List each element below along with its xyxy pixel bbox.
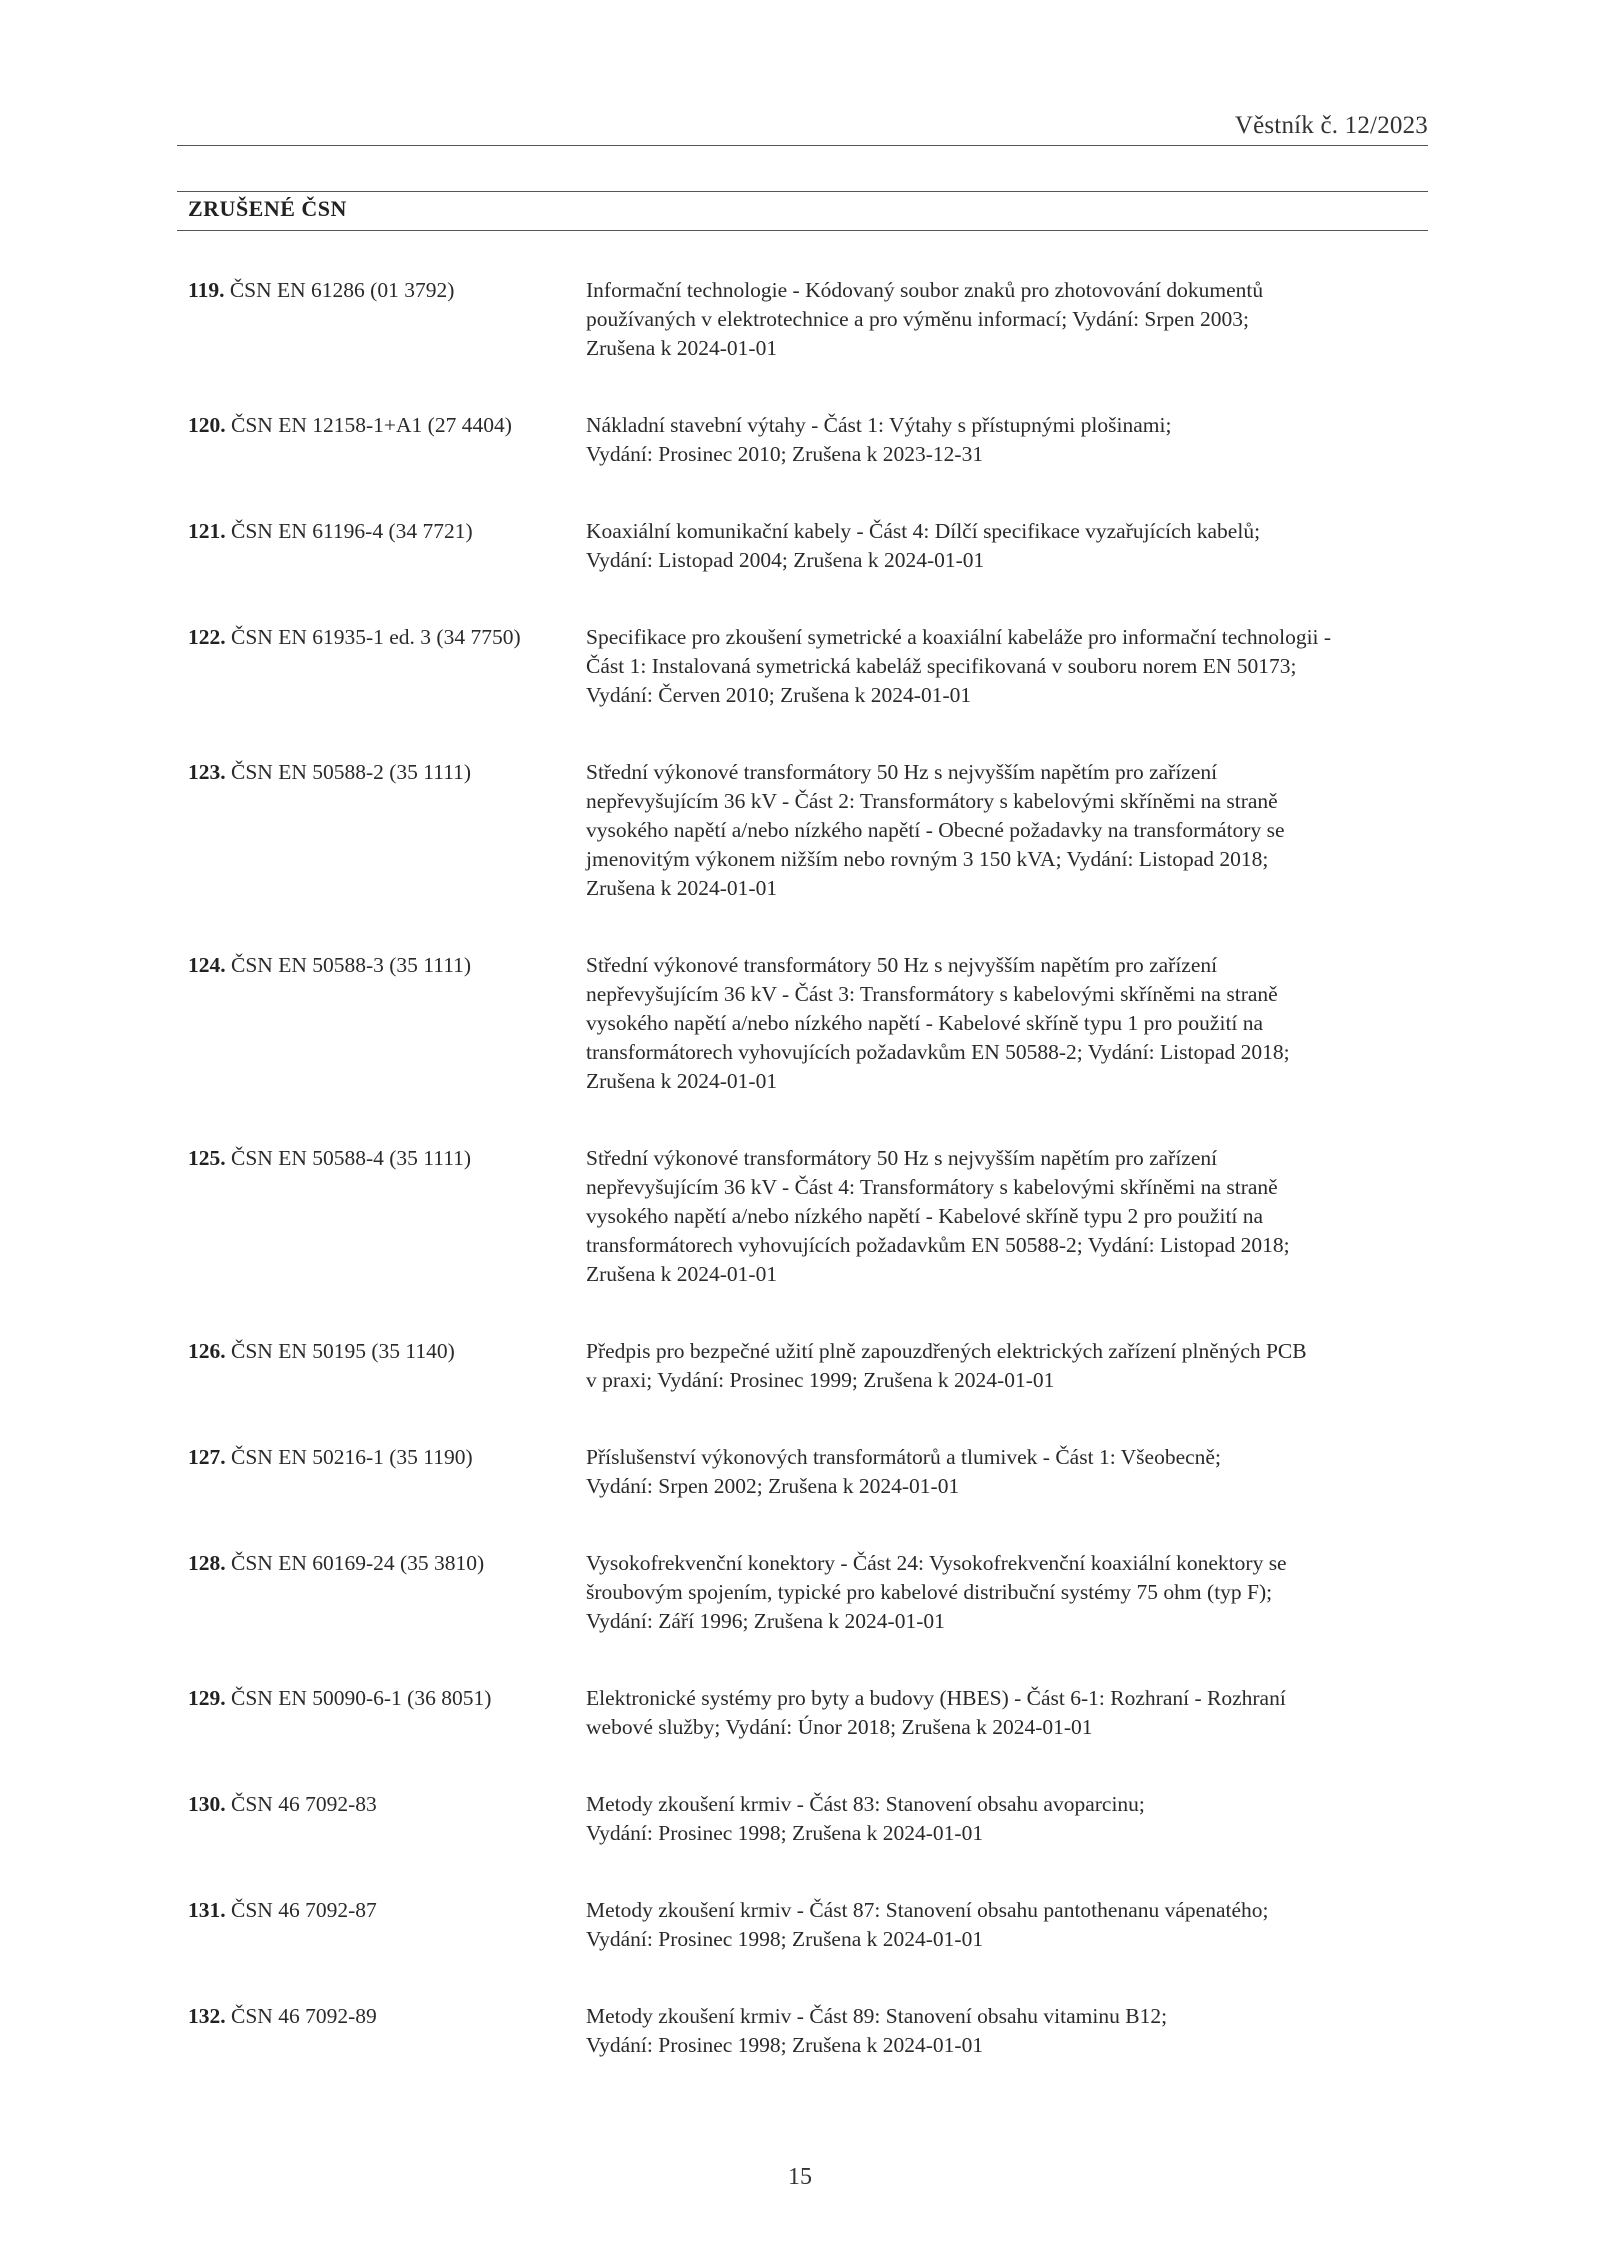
entry-description: Předpis pro bezpečné užití plně zapouzdřených elektrických zařízení plněných PCB v praxi; Vydání: Prosinec 1999; Zrušena k 2024-01-01 <box>586 1339 1307 1392</box>
list-item <box>188 1549 1433 1636</box>
entry-number: 119. <box>188 278 225 302</box>
entry-code: ČSN 46 7092-83 <box>231 1792 377 1816</box>
entry-description: Střední výkonové transformátory 50 Hz s nejvyšším napětím pro zařízení nepřevyšujícím 36 kV - Část 3: Transformátory s kabelovými skříněmi na straně vysokého napětí a/nebo nízkého napětí - Kabelové skříně typu 1 pro použití na transformátorech vyhovujících požadavkům EN 50588-2; Vydání: Listopad 2018; Zrušena k 2024-01-01 <box>586 953 1290 1093</box>
entry-code: ČSN EN 60169-24 (35 3810) <box>231 1551 485 1575</box>
entry-code: ČSN EN 50195 (35 1140) <box>231 1339 455 1363</box>
entry-description: Vysokofrekvenční konektory - Část 24: Vysokofrekvenční koaxiální konektory se šroubovým spojením, typické pro kabelové distribuční systémy 75 ohm (typ F); Vydání: Září 1996; Zrušena k 2024-01-01 <box>586 1551 1287 1633</box>
list-item <box>188 2002 1433 2060</box>
entry-code: ČSN EN 50090-6-1 (36 8051) <box>231 1686 492 1710</box>
list-item <box>188 517 1433 575</box>
entry-code: ČSN EN 12158-1+A1 (27 4404) <box>231 413 512 437</box>
list-item <box>188 1896 1433 1954</box>
list-item <box>188 411 1433 469</box>
section-top-rule <box>177 191 1428 192</box>
entry-number: 124. <box>188 953 226 977</box>
entry-description: Střední výkonové transformátory 50 Hz s nejvyšším napětím pro zařízení nepřevyšujícím 36 kV - Část 2: Transformátory s kabelovými skříněmi na straně vysokého napětí a/nebo nízkého napětí - Obecné požadavky na transformátory se jmenovitým výkonem nižším nebo rovným 3 150 kVA; Vydání: Listopad 2018; Zrušena k 2024-01-01 <box>586 760 1285 900</box>
entry-description: Příslušenství výkonových transformátorů a tlumivek - Část 1: Všeobecně; Vydání: Srpen 2002; Zrušena k 2024-01-01 <box>586 1445 1221 1498</box>
list-item <box>188 1443 1433 1501</box>
entry-description: Metody zkoušení krmiv - Část 83: Stanovení obsahu avoparcinu; Vydání: Prosinec 1998; Zrušena k 2024-01-01 <box>586 1792 1145 1845</box>
entry-description: Koaxiální komunikační kabely - Část 4: Dílčí specifikace vyzařujících kabelů; Vydání: Listopad 2004; Zrušena k 2024-01-01 <box>586 519 1261 572</box>
list-item <box>188 1337 1433 1395</box>
section-bottom-rule <box>177 230 1428 231</box>
entry-description: Nákladní stavební výtahy - Část 1: Výtahy s přístupnými plošinami; Vydání: Prosinec 2010; Zrušena k 2023-12-31 <box>586 413 1172 466</box>
entry-number: 127. <box>188 1445 226 1469</box>
entry-description: Informační technologie - Kódovaný soubor znaků pro zhotovování dokumentů používaných v elektrotechnice a pro výměnu informací; Vydání: Srpen 2003; Zrušena k 2024-01-01 <box>586 278 1264 360</box>
entry-code: ČSN 46 7092-89 <box>231 2004 377 2028</box>
entry-number: 132. <box>188 2004 226 2028</box>
journal-header: Věstník č. 12/2023 <box>1234 112 1428 139</box>
entry-description: Specifikace pro zkoušení symetrické a koaxiální kabeláže pro informační technologii - Část 1: Instalovaná symetrická kabeláž specifikovaná v souboru norem EN 50173; Vydání: Červen 2010; Zrušena k 2024-01-01 <box>586 625 1332 707</box>
page-number: 15 <box>788 2164 812 2190</box>
list-item <box>188 951 1433 1096</box>
entry-code: ČSN EN 61935-1 ed. 3 (34 7750) <box>231 625 521 649</box>
entry-number: 123. <box>188 760 226 784</box>
list-item <box>188 758 1433 903</box>
entry-description: Střední výkonové transformátory 50 Hz s nejvyšším napětím pro zařízení nepřevyšujícím 36 kV - Část 4: Transformátory s kabelovými skříněmi na straně vysokého napětí a/nebo nízkého napětí - Kabelové skříně typu 2 pro použití na transformátorech vyhovujících požadavkům EN 50588-2; Vydání: Listopad 2018; Zrušena k 2024-01-01 <box>586 1146 1290 1286</box>
entry-code: ČSN EN 61196-4 (34 7721) <box>231 519 473 543</box>
standards-list <box>188 276 1433 2060</box>
entry-code: ČSN EN 50588-2 (35 1111) <box>231 760 472 784</box>
header-rule <box>177 145 1428 146</box>
entry-number: 121. <box>188 519 226 543</box>
entry-description: Elektronické systémy pro byty a budovy (HBES) - Část 6-1: Rozhraní - Rozhraní webové služby; Vydání: Únor 2018; Zrušena k 2024-01-01 <box>586 1686 1286 1739</box>
entry-code: ČSN EN 50588-4 (35 1111) <box>231 1146 472 1170</box>
list-item <box>188 1684 1433 1742</box>
list-item <box>188 623 1433 710</box>
entry-code: ČSN EN 50216-1 (35 1190) <box>231 1445 473 1469</box>
entry-number: 128. <box>188 1551 226 1575</box>
entry-number: 129. <box>188 1686 226 1710</box>
list-item <box>188 1790 1433 1848</box>
entry-number: 131. <box>188 1898 226 1922</box>
entry-code: ČSN 46 7092-87 <box>231 1898 377 1922</box>
entry-code: ČSN EN 61286 (01 3792) <box>229 278 455 302</box>
entry-number: 125. <box>188 1146 226 1170</box>
list-item <box>188 276 1433 363</box>
entry-description: Metody zkoušení krmiv - Část 87: Stanovení obsahu pantothenanu vápenatého; Vydání: Prosinec 1998; Zrušena k 2024-01-01 <box>586 1898 1269 1951</box>
entry-number: 122. <box>188 625 226 649</box>
section-title: ZRUŠENÉ ČSN <box>188 196 347 221</box>
entry-number: 126. <box>188 1339 226 1363</box>
entry-description: Metody zkoušení krmiv - Část 89: Stanovení obsahu vitaminu B12; Vydání: Prosinec 1998; Zrušena k 2024-01-01 <box>586 2004 1168 2057</box>
entry-number: 120. <box>188 413 226 437</box>
list-item <box>188 1144 1433 1289</box>
entry-code: ČSN EN 50588-3 (35 1111) <box>231 953 472 977</box>
entry-number: 130. <box>188 1792 226 1816</box>
